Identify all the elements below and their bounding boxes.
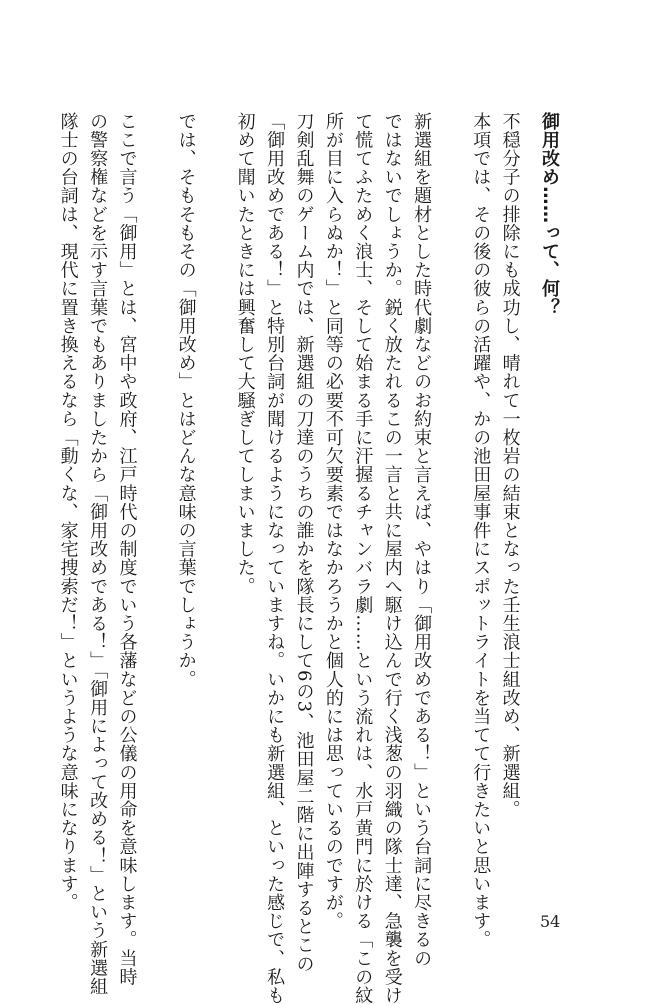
- text-line: 不穏分子の排除にも成功し、晴れて一枚岩の結束となった壬生浪士組改め、新選組。: [499, 112, 521, 819]
- blank-line: [436, 112, 466, 822]
- text-line: 「御用改めである！」と特別台詞が聞けるようになっていますね。いかにも新選組、といった感じで、私も: [264, 112, 286, 1005]
- text-line: ではないでしょうか。鋭く放たれるこの一言と共に屋内へ駆け込んで行く浅葱の羽織の隊士達、急襲を受け: [381, 112, 403, 1005]
- text-line: 隊士の台詞は、現代に置き換えるなら「動くな、家宅捜索だ！」というような意味になります。: [57, 112, 79, 912]
- text-line: 初めて聞いたときには興奮して大騒ぎしてしまいました。: [234, 112, 256, 596]
- text-line: 新選組を題材とした時代劇などのお約束と言えば、やはり「御用改めである！」という台詞に尽きるの: [411, 112, 433, 968]
- text-line: の警察権などを示す言葉でもありましたから「御用改めである！」「御用によって改める！」という新選組: [87, 112, 109, 996]
- text-line: では、そもそもその「御用改め」とはどんな意味の言葉でしょうか。: [175, 112, 197, 689]
- blank-line: [201, 112, 231, 822]
- text-line: て慌てふためく浪士、そして始まる手に汗握るチャンバラ劇……という流れは、水戸黄門に於ける「この紋: [352, 112, 374, 1005]
- blank-line: [141, 112, 171, 822]
- page-number: 54: [540, 912, 561, 931]
- text-line: 所が目に入らぬか！」と同等の必要不可欠要素ではなかろうかと個人的には思っているのですが。: [322, 112, 344, 931]
- section-heading: 御用改め……って、何？: [539, 112, 560, 317]
- text-line: 刀剣乱舞のゲーム内では、新選組の刀達のうちの誰かを隊長にして6の3、池田屋二階に出陣するとこの: [293, 112, 315, 974]
- text-line: ここで言う「御用」とは、宮中や政府、江戸時代の制度でいう各藩などの公儀の用命を意味します。当時: [116, 112, 138, 987]
- text-line: 本項では、その後の彼らの活躍や、かの池田屋事件にスポットライトを当てて行きたいと思います。: [470, 112, 492, 949]
